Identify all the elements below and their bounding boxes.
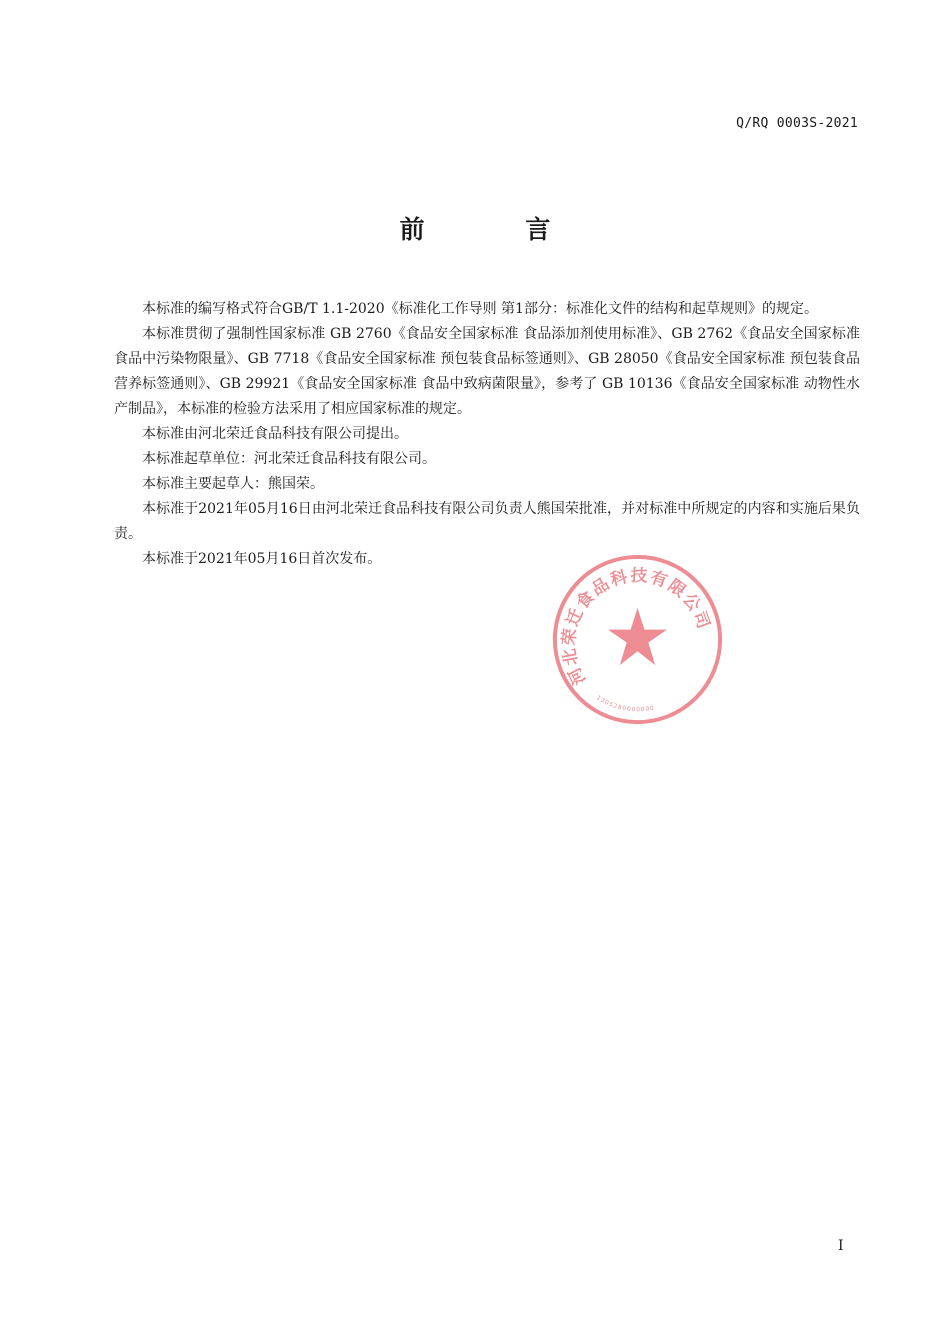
- paragraph-approval: 本标准于2021年05月16日由河北荣迁食品科技有限公司负责人熊国荣批准，并对标准中所规定的内容和实施后果负责。: [114, 501, 860, 542]
- page-number: I: [838, 1238, 844, 1254]
- preface-body: [114, 297, 860, 572]
- paragraph-standards: 本标准贯彻了强制性国家标准 GB 2760《食品安全国家标准 食品添加剂使用标准》、GB 2762《食品安全国家标准 食品中污染物限量》、GB 7718《食品安全国家标准 预包装食品标签通则》、GB 28050《食品安全国家标准 预包装食品营养标签通则》、GB 29921《食品安全国家标准 食品中致病菌限量》，参考了 GB 10136《食品安全国家标准 动物性水产制品》，本标准的检验方法采用了相应国家标准的规定。: [114, 326, 860, 417]
- paragraph-drafter: 本标准主要起草人：熊国荣。: [142, 476, 324, 492]
- paragraph-drafting-unit: 本标准起草单位：河北荣迁食品科技有限公司。: [142, 451, 436, 467]
- seal-text: 河北荣迁食品科技有限公司: [558, 564, 715, 689]
- company-seal: [549, 551, 726, 728]
- page-title: 前 言: [399, 215, 597, 244]
- seal-number: 1305280000000: [595, 695, 656, 714]
- svg-text:1305280000000: [595, 695, 655, 713]
- star-icon: [608, 608, 667, 665]
- paragraph-format: 本标准的编写格式符合GB/T 1.1-2020《标准化工作导则 第1部分：标准化文件的结构和起草规则》的规定。: [142, 301, 818, 317]
- document-code: Q/RQ 0003S-2021: [736, 116, 858, 131]
- paragraph-release: 本标准于2021年05月16日首次发布。: [142, 551, 382, 567]
- paragraph-proposer: 本标准由河北荣迁食品科技有限公司提出。: [142, 426, 408, 442]
